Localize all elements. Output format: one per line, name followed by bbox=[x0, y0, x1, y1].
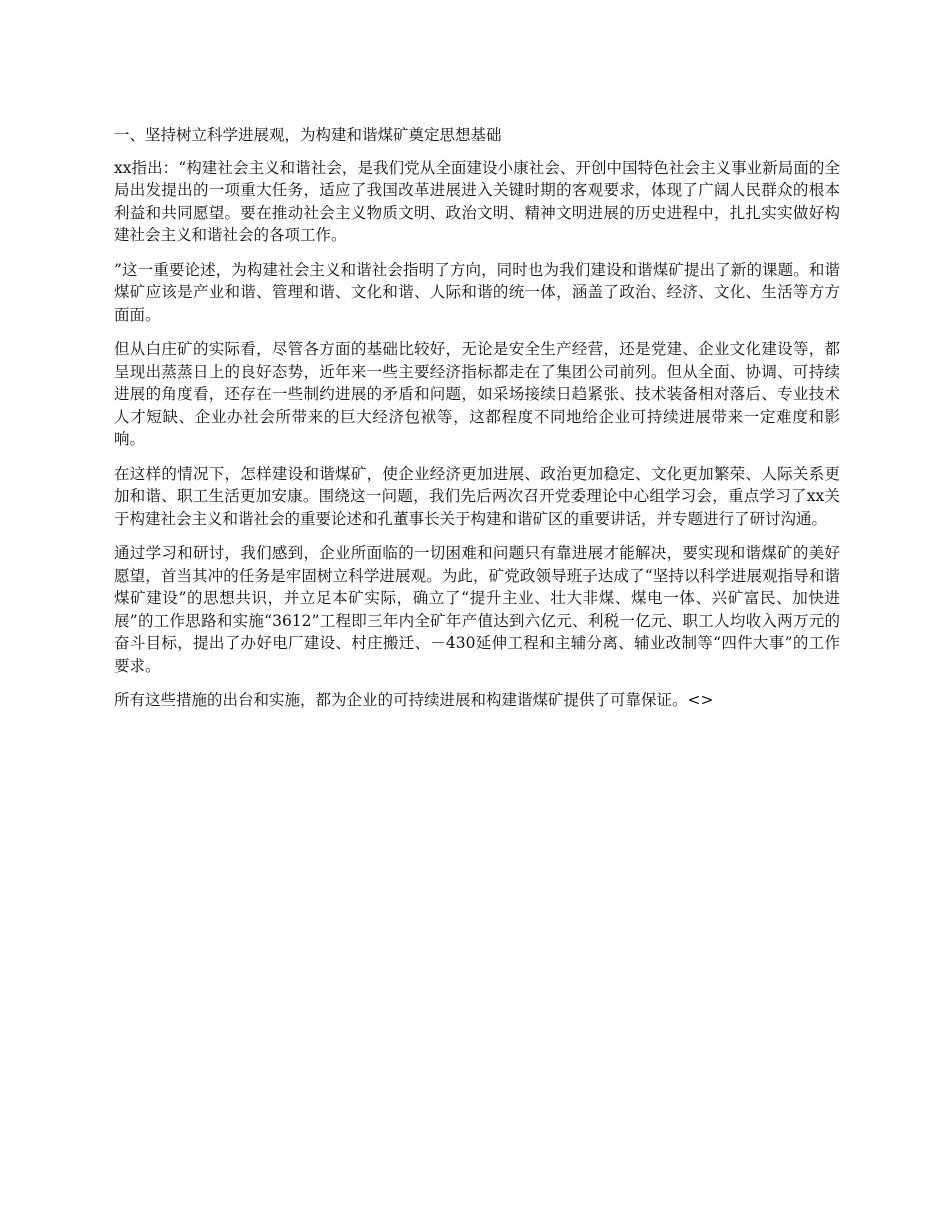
document-body bbox=[114, 124, 840, 724]
paragraph-6: 所有这些措施的出台和实施，都为企业的可持续进展和构建谐煤矿提供了可靠保证。<> bbox=[114, 691, 714, 709]
paragraph-4: 在这样的情况下，怎样建设和谐煤矿，使企业经济更加进展、政治更加稳定、文化更加繁荣、人际关系更加和谐、职工生活更加安康。围绕这一问题，我们先后两次召开党委理论中心组学习会，重点学习了xx关于构建社会主义和谐社会的重要论述和孔董事长关于构建和谐矿区的重要讲话，并专题进行了研讨沟通。 bbox=[114, 464, 840, 528]
section-heading: 一、坚持树立科学进展观，为构建和谐煤矿奠定思想基础 bbox=[114, 126, 502, 144]
paragraph-5: 通过学习和研讨，我们感到，企业所面临的一切困难和问题只有靠进展才能解决，要实现和谐煤矿的美好愿望，首当其冲的任务是牢固树立科学进展观。为此，矿党政领导班子达成了“坚持以科学进展观指导和谐煤矿建设”的思想共识，并立足本矿实际，确立了“提升主业、壮大非煤、煤电一体、兴矿富民、加快进展”的工作思路和实施“3612”工程即三年内全矿年产值达到六亿元、利税一亿元、职工人均收入两万元的奋斗目标，提出了办好电厂建设、村庄搬迁、－430延伸工程和主辅分离、辅业改制等“四件大事”的工作要求。 bbox=[114, 544, 840, 675]
paragraph-2: ”这一重要论述，为构建社会主义和谐社会指明了方向，同时也为我们建设和谐煤矿提出了新的课题。和谐煤矿应该是产业和谐、管理和谐、文化和谐、人际和谐的统一体，涵盖了政治、经济、文化、生活等方方面面。 bbox=[114, 260, 840, 324]
paragraph-3: 但从白庄矿的实际看，尽管各方面的基础比较好，无论是安全生产经营，还是党建、企业文化建设等，都呈现出蒸蒸日上的良好态势，近年来一些主要经济指标都走在了集团公司前列。但从全面、协调、可持续进展的角度看，还存在一些制约进展的矛盾和问题，如采场接续日趋紧张、技术装备相对落后、专业技术人才短缺、企业办社会所带来的巨大经济包袱等，这都程度不同地给企业可持续进展带来一定难度和影响。 bbox=[114, 340, 840, 448]
paragraph-1: xx指出：“构建社会主义和谐社会，是我们党从全面建设小康社会、开创中国特色社会主义事业新局面的全局出发提出的一项重大任务，适应了我国改革进展进入关键时期的客观要求，体现了广阔人民群众的根本利益和共同愿望。要在推动社会主义物质文明、政治文明、精神文明进展的历史进程中，扎扎实实做好构建社会主义和谐社会的各项工作。 bbox=[114, 158, 840, 244]
